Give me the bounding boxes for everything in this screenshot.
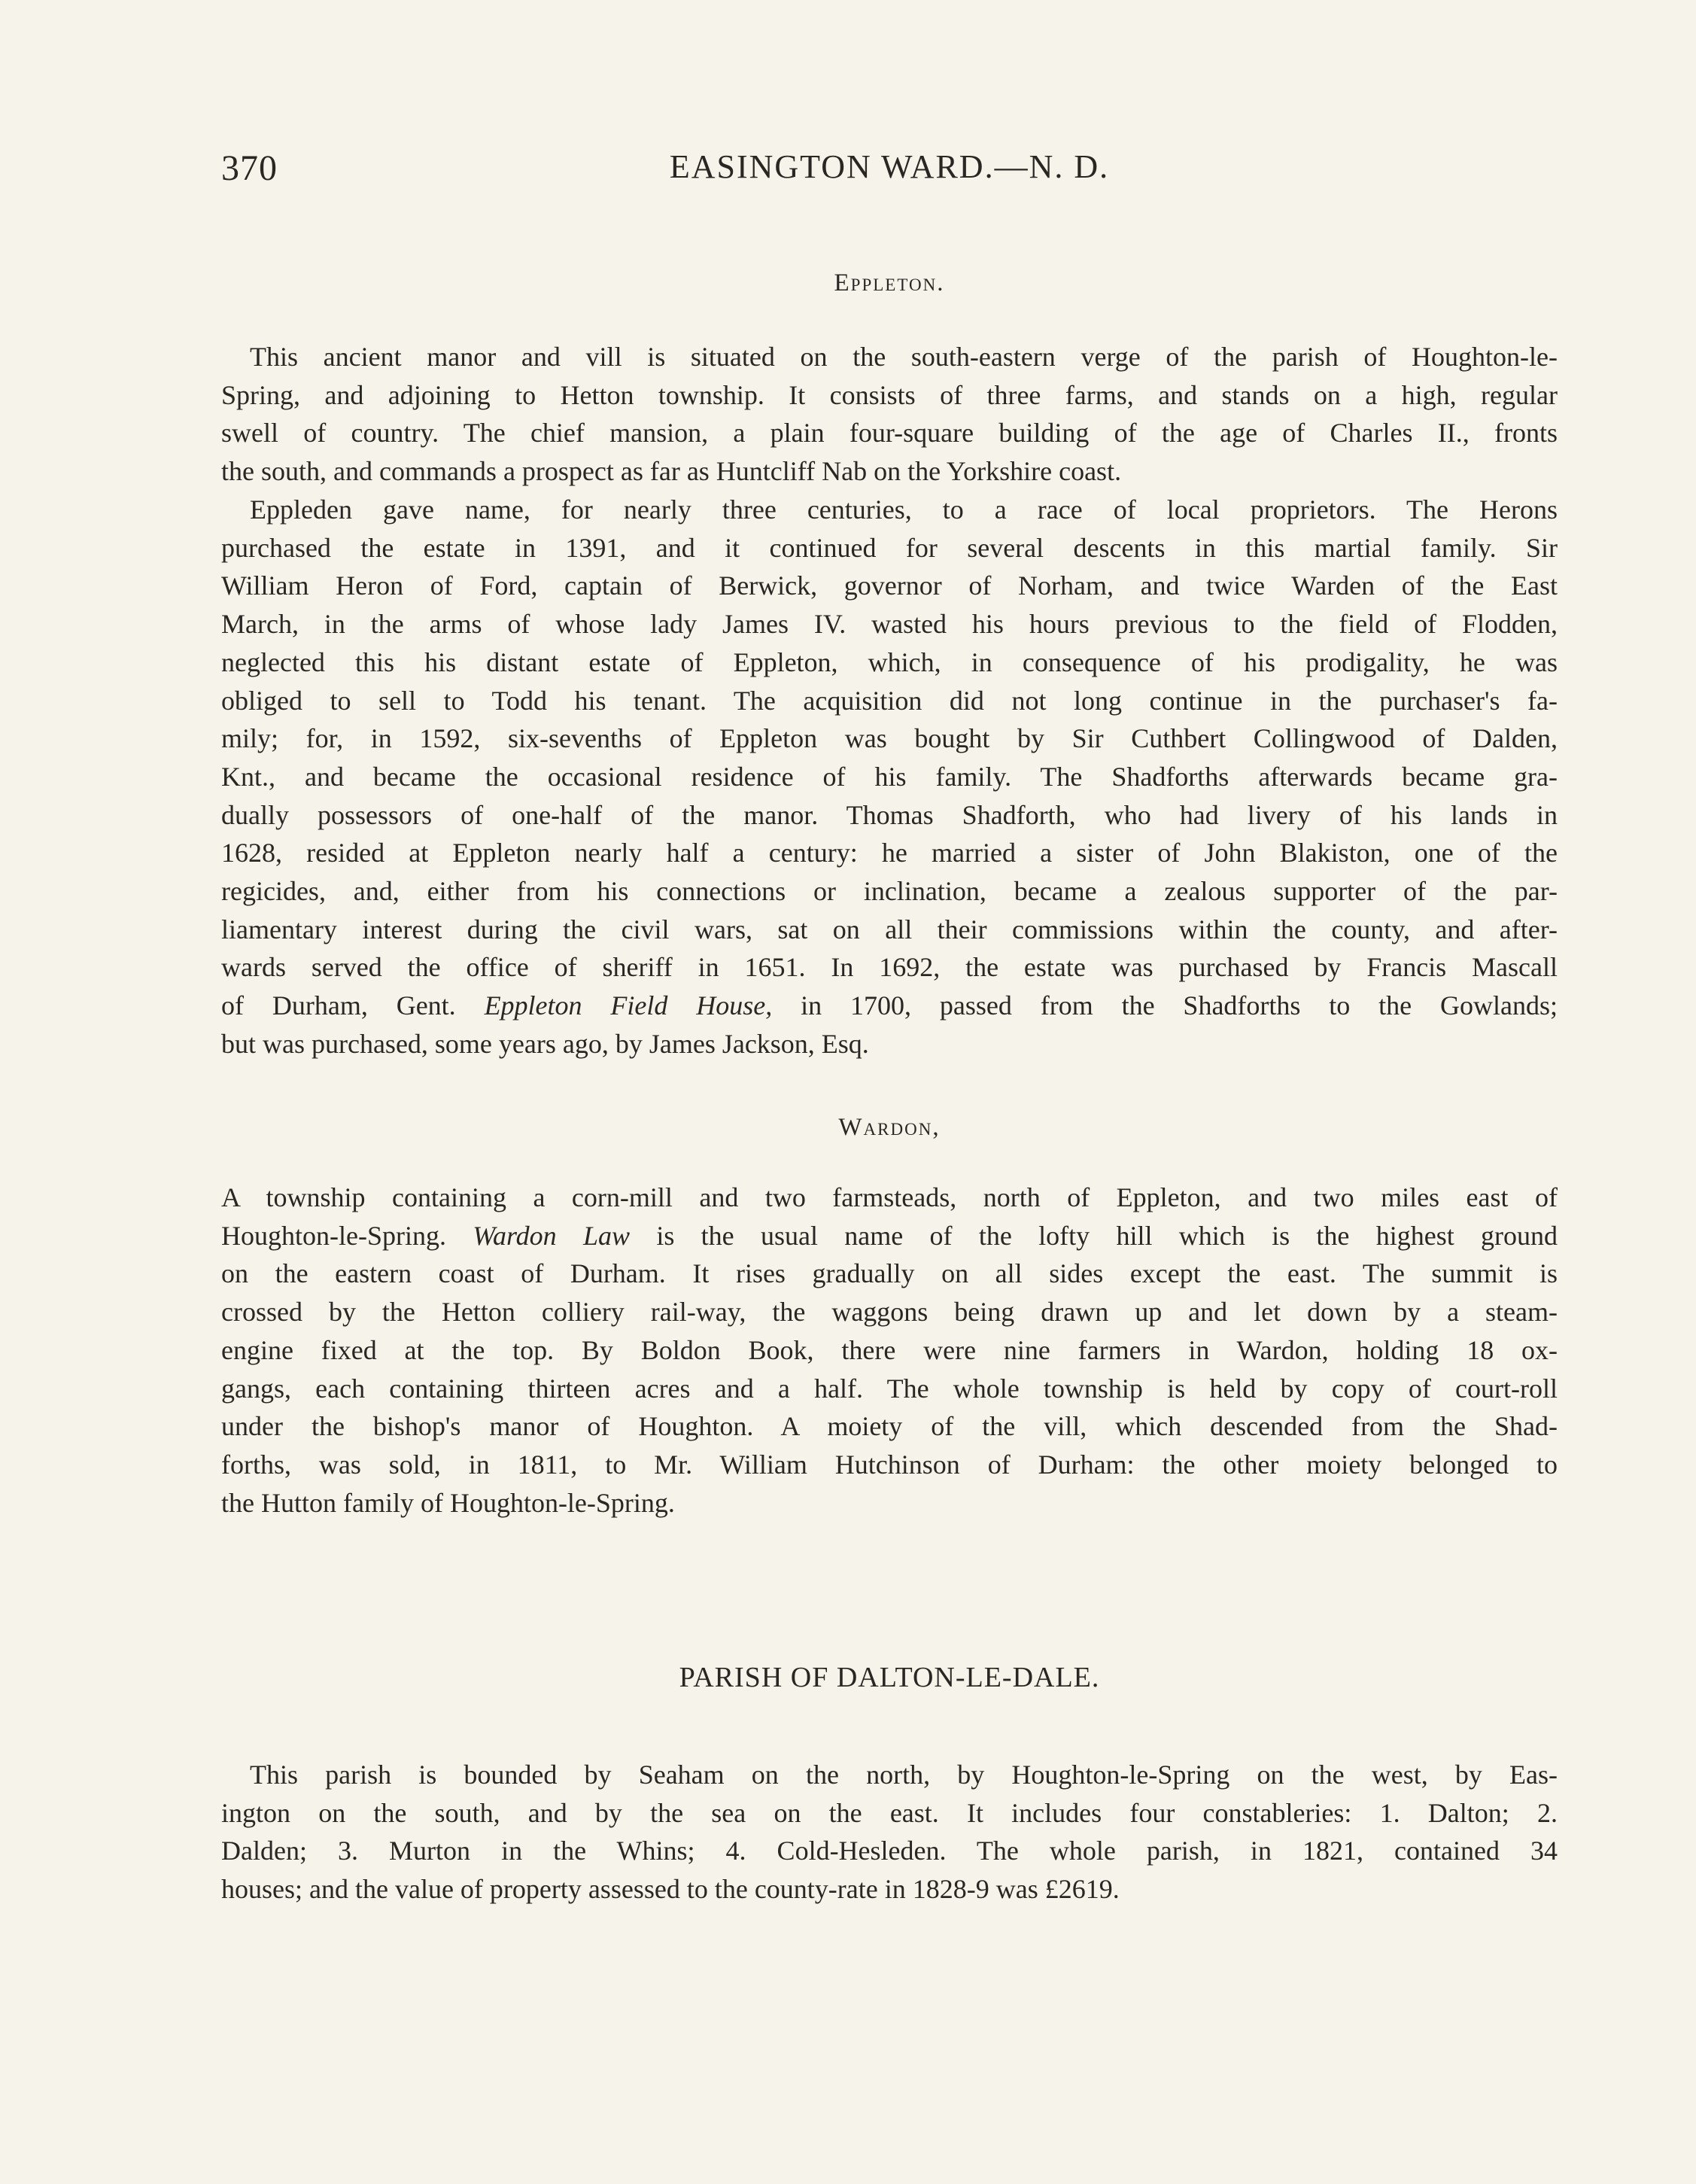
section-heading-wardon: Wardon,	[838, 1114, 941, 1141]
text-line: This ancient manor and vill is situated on the south-eastern verge of the parish of Houghton-le-	[250, 342, 1558, 372]
text-line: ington on the south, and by the sea on the east. It includes four constableries: 1. Dalton; 2.	[221, 1797, 1558, 1828]
text-line: swell of country. The chief mansion, a plain four-square building of the age of Charles II., fronts	[221, 418, 1558, 449]
text-line: regicides, and, either from his connections or inclination, became a zealous supporter of the par-	[221, 876, 1558, 907]
text-line: dually possessors of one-half of the manor. Thomas Shadforth, who had livery of his lands in	[221, 799, 1558, 830]
text-run: in 1700, passed from the Shadforths to the Gowlands;	[772, 990, 1558, 1021]
parish-heading-dalton-le-dale: PARISH OF DALTON-LE-DALE.	[679, 1662, 1100, 1693]
paragraph-dalton	[221, 1756, 1558, 1909]
text-line-mixed	[221, 987, 1558, 1025]
text-line: This parish is bounded by Seaham on the north, by Houghton-le-Spring on the west, by Eas-	[250, 1760, 1558, 1790]
page-number: 370	[221, 148, 278, 188]
text-line: Eppleden gave name, for nearly three centuries, to a race of local proprietors. The Herons	[250, 494, 1558, 525]
running-head	[221, 148, 1558, 200]
place-name-italic: Eppleton Field House,	[484, 990, 773, 1021]
text-line: under the bishop's manor of Houghton. A moiety of the vill, which descended from the Shad-	[221, 1411, 1558, 1442]
paragraph-wardon	[221, 1179, 1558, 1522]
text-run: Houghton-le-Spring.	[221, 1220, 473, 1251]
text-line: liamentary interest during the civil wars, sat on all their commissions within the county, and after-	[221, 914, 1558, 944]
text-run: of Durham, Gent.	[221, 990, 485, 1021]
text-line: but was purchased, some years ago, by James Jackson, Esq.	[221, 1028, 869, 1059]
paragraph-eppleton-history	[221, 491, 1558, 1063]
place-name-italic: Wardon Law	[473, 1220, 631, 1251]
text-line: crossed by the Hetton colliery rail-way, the waggons being drawn up and let down by a steam-	[221, 1297, 1558, 1328]
text-run: is the usual name of the lofty hill which is the highest ground	[630, 1220, 1558, 1251]
text-line: 1628, resided at Eppleton nearly half a century: he married a sister of John Blakiston, one of the	[221, 838, 1558, 868]
paragraph-eppleton-manor	[221, 338, 1558, 491]
text-line: Spring, and adjoining to Hetton township. It consists of three farms, and stands on a high, regular	[221, 379, 1558, 410]
text-line: on the eastern coast of Durham. It rises gradually on all sides except the east. The summit is	[221, 1258, 1558, 1289]
text-line: March, in the arms of whose lady James IV. wasted his hours previous to the field of Flodden,	[221, 609, 1558, 640]
section-heading-eppleton: Eppleton.	[834, 269, 945, 297]
text-line: the south, and commands a prospect as far as Huntcliff Nab on the Yorkshire coast.	[221, 456, 1122, 487]
running-title: EASINGTON WARD.—N. D.	[669, 148, 1110, 185]
text-line: neglected this his distant estate of Eppleton, which, in consequence of his prodigality, he was	[221, 646, 1558, 677]
text-line: Knt., and became the occasional residence of his family. The Shadforths afterwards became gra-	[221, 761, 1558, 792]
text-line: houses; and the value of property assessed to the county-rate in 1828-9 was £2619.	[221, 1874, 1120, 1905]
text-line: gangs, each containing thirteen acres and a half. The whole township is held by copy of court-roll	[221, 1373, 1558, 1404]
text-line: the Hutton family of Houghton-le-Spring.	[221, 1487, 675, 1518]
text-line: forths, was sold, in 1811, to Mr. William Hutchinson of Durham: the other moiety belonged to	[221, 1449, 1558, 1480]
text-line: wards served the office of sheriff in 1651. In 1692, the estate was purchased by Francis Mascall	[221, 952, 1558, 983]
text-line-mixed	[221, 1217, 1558, 1255]
text-line: purchased the estate in 1391, and it continued for several descents in this martial family. Sir	[221, 532, 1558, 563]
text-line: mily; for, in 1592, six-sevenths of Eppleton was bought by Sir Cuthbert Collingwood of Dalden,	[221, 723, 1558, 754]
text-line: William Heron of Ford, captain of Berwick, governor of Norham, and twice Warden of the East	[221, 570, 1558, 601]
text-line: Dalden; 3. Murton in the Whins; 4. Cold-Hesleden. The whole parish, in 1821, contained 34	[221, 1836, 1558, 1866]
text-line: engine fixed at the top. By Boldon Book, there were nine farmers in Wardon, holding 18 ox-	[221, 1334, 1558, 1365]
text-line: A township containing a corn-mill and two farmsteads, north of Eppleton, and two miles east of	[221, 1182, 1558, 1212]
text-line: obliged to sell to Todd his tenant. The acquisition did not long continue in the purchaser's fa-	[221, 685, 1558, 716]
